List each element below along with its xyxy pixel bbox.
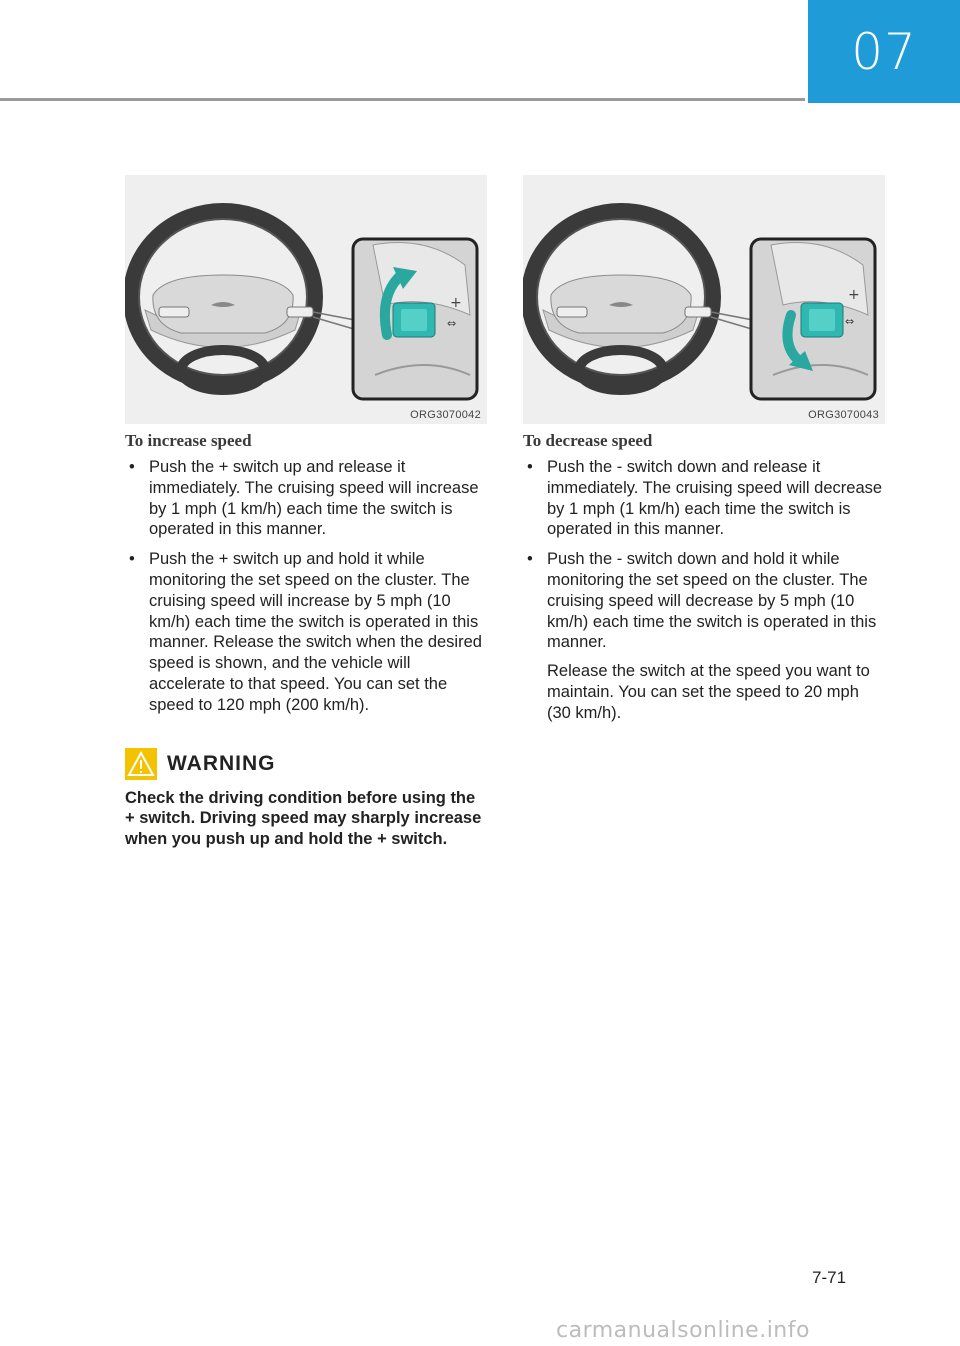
list-item-text: Push the + switch up and release it immediately. The cruising speed will increase by 1 mph (1 km/h) each time the switch is operated in this manner. xyxy=(149,458,479,539)
follow-up-paragraph: Release the switch at the speed you want to maintain. You can set the speed to 20 mph (30 km/h). xyxy=(547,662,870,722)
warning-body: Check the driving condition before using the + switch. Driving speed may sharply increase when you push up and hold the + switch. xyxy=(125,788,482,849)
bullet-list xyxy=(523,457,885,724)
warning-title: WARNING xyxy=(167,751,276,775)
list-item xyxy=(125,549,487,715)
warning-triangle-icon xyxy=(125,748,157,780)
page-number: 7-71 xyxy=(812,1268,847,1287)
bullet-dot: • xyxy=(527,458,533,476)
left-column xyxy=(125,431,487,850)
svg-text:⇔: ⇔ xyxy=(845,315,855,328)
section-heading-decrease: To decrease speed xyxy=(523,431,653,450)
bullet-list xyxy=(125,457,487,716)
steering-wheel-illustration xyxy=(125,175,487,424)
bullet-dot: • xyxy=(527,550,533,569)
header-rule xyxy=(0,98,805,101)
right-column xyxy=(523,431,885,733)
figure-code: ORG3070042 xyxy=(410,409,481,421)
svg-text:⇔: ⇔ xyxy=(447,317,457,330)
steering-wheel-illustration xyxy=(523,175,885,424)
watermark: carmanualsonline.info xyxy=(556,1318,810,1343)
warning-header xyxy=(125,748,487,780)
figure-decrease-speed xyxy=(523,175,885,424)
list-item-text: Push the - switch down and release it immediately. The cruising speed will decrease by 1 mph (1 km/h) each time the switch is operated in this manner. xyxy=(547,458,883,539)
section-heading-increase: To increase speed xyxy=(125,431,252,450)
bullet-dot: • xyxy=(129,550,135,569)
list-item xyxy=(523,549,885,723)
bullet-dot: • xyxy=(129,458,135,476)
figure-code: ORG3070043 xyxy=(808,409,879,421)
chapter-tab: 07 xyxy=(808,0,960,103)
list-item xyxy=(523,457,885,540)
list-item-text: Push the + switch up and hold it while monitoring the set speed on the cluster. The cruising speed will increase by 5 mph (10 km/h) each time the switch is operated in this manner. Release the switch when the desired speed is shown, and the vehicle will accelerate to that speed. You can set the speed to 120 mph (200 km/h). xyxy=(149,550,482,714)
svg-text:+: + xyxy=(848,287,860,303)
list-item xyxy=(125,457,487,540)
svg-text:+: + xyxy=(450,295,462,311)
list-item-text: Push the - switch down and hold it while monitoring the set speed on the cluster. The cruising speed will decrease by 5 mph (10 km/h) each time the switch is operated in this manner. xyxy=(547,550,877,652)
figure-increase-speed xyxy=(125,175,487,424)
